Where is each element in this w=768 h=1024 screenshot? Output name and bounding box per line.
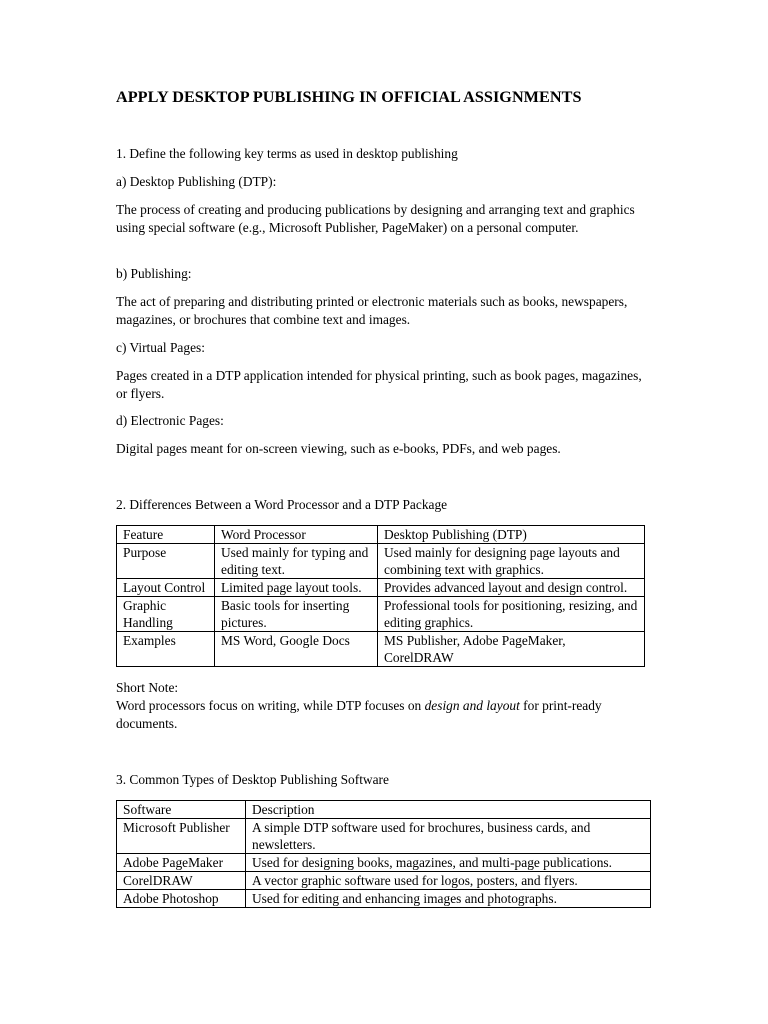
table-row: [117, 872, 651, 890]
table-cell: Used mainly for designing page layouts and combining text with graphics.: [378, 544, 645, 579]
table-row: [117, 544, 645, 579]
definition-virtual-pages: Pages created in a DTP application intended for physical printing, such as book pages, magazines, or flyers.: [116, 368, 642, 401]
short-note-text-start: Word processors focus on writing, while DTP focuses on: [116, 698, 425, 713]
section-2-heading: 2. Differences Between a Word Processor and a DTP Package: [116, 497, 448, 512]
section-3-heading: 3. Common Types of Desktop Publishing Software: [116, 772, 389, 787]
table-row: [117, 579, 645, 597]
table-cell: CorelDRAW: [117, 872, 246, 890]
table-cell: Adobe Photoshop: [117, 890, 246, 908]
table-cell: A vector graphic software used for logos, posters, and flyers.: [246, 872, 651, 890]
table-row: [117, 854, 651, 872]
definition-publishing: The act of preparing and distributing printed or electronic materials such as books, newspapers, magazines, or brochures that combine text and images.: [116, 294, 628, 327]
table-header-cell: Desktop Publishing (DTP): [378, 526, 645, 544]
table-row: [117, 632, 645, 667]
short-note-text: [116, 697, 654, 733]
table-cell: MS Word, Google Docs: [215, 632, 378, 667]
table-cell: Basic tools for inserting pictures.: [215, 597, 378, 632]
short-note-text-end: for print-ready documents.: [116, 698, 602, 731]
table-cell: Graphic Handling: [117, 597, 215, 632]
definition-electronic-pages: Digital pages meant for on-screen viewing, such as e-books, PDFs, and web pages.: [116, 441, 561, 456]
table-cell: MS Publisher, Adobe PageMaker, CorelDRAW: [378, 632, 645, 667]
table-cell: Used for designing books, magazines, and multi-page publications.: [246, 854, 651, 872]
table-row: [117, 597, 645, 632]
term-dtp: a) Desktop Publishing (DTP):: [116, 174, 277, 189]
table-cell: Layout Control: [117, 579, 215, 597]
table-cell: Used mainly for typing and editing text.: [215, 544, 378, 579]
short-note-label: Short Note:: [116, 680, 179, 695]
table-cell: Purpose: [117, 544, 215, 579]
definition-dtp: The process of creating and producing publications by designing and arranging text and graphics using special software (e.g., Microsoft Publisher, PageMaker) on a personal computer.: [116, 202, 635, 235]
term-virtual-pages: c) Virtual Pages:: [116, 340, 205, 355]
table-row: [117, 890, 651, 908]
section-1-heading: 1. Define the following key terms as used in desktop publishing: [116, 146, 458, 161]
table-cell: Provides advanced layout and design control.: [378, 579, 645, 597]
table-cell: Professional tools for positioning, resizing, and editing graphics.: [378, 597, 645, 632]
table-cell: Microsoft Publisher: [117, 819, 246, 854]
table-row: [117, 819, 651, 854]
table-header-cell: Feature: [117, 526, 215, 544]
table-cell: Limited page layout tools.: [215, 579, 378, 597]
term-publishing: b) Publishing:: [116, 266, 192, 281]
term-electronic-pages: d) Electronic Pages:: [116, 413, 224, 428]
table-header-row: [117, 801, 651, 819]
software-table: [116, 800, 651, 908]
comparison-table: [116, 525, 645, 667]
table-header-cell: Word Processor: [215, 526, 378, 544]
table-cell: Examples: [117, 632, 215, 667]
short-note-emphasis: design and layout: [424, 698, 520, 713]
table-cell: Used for editing and enhancing images and photographs.: [246, 890, 651, 908]
table-cell: A simple DTP software used for brochures, business cards, and newsletters.: [246, 819, 651, 854]
document-title: APPLY DESKTOP PUBLISHING IN OFFICIAL ASSIGNMENTS: [116, 88, 582, 106]
table-header-row: [117, 526, 645, 544]
table-header-cell: Software: [117, 801, 246, 819]
table-header-cell: Description: [246, 801, 651, 819]
table-cell: Adobe PageMaker: [117, 854, 246, 872]
